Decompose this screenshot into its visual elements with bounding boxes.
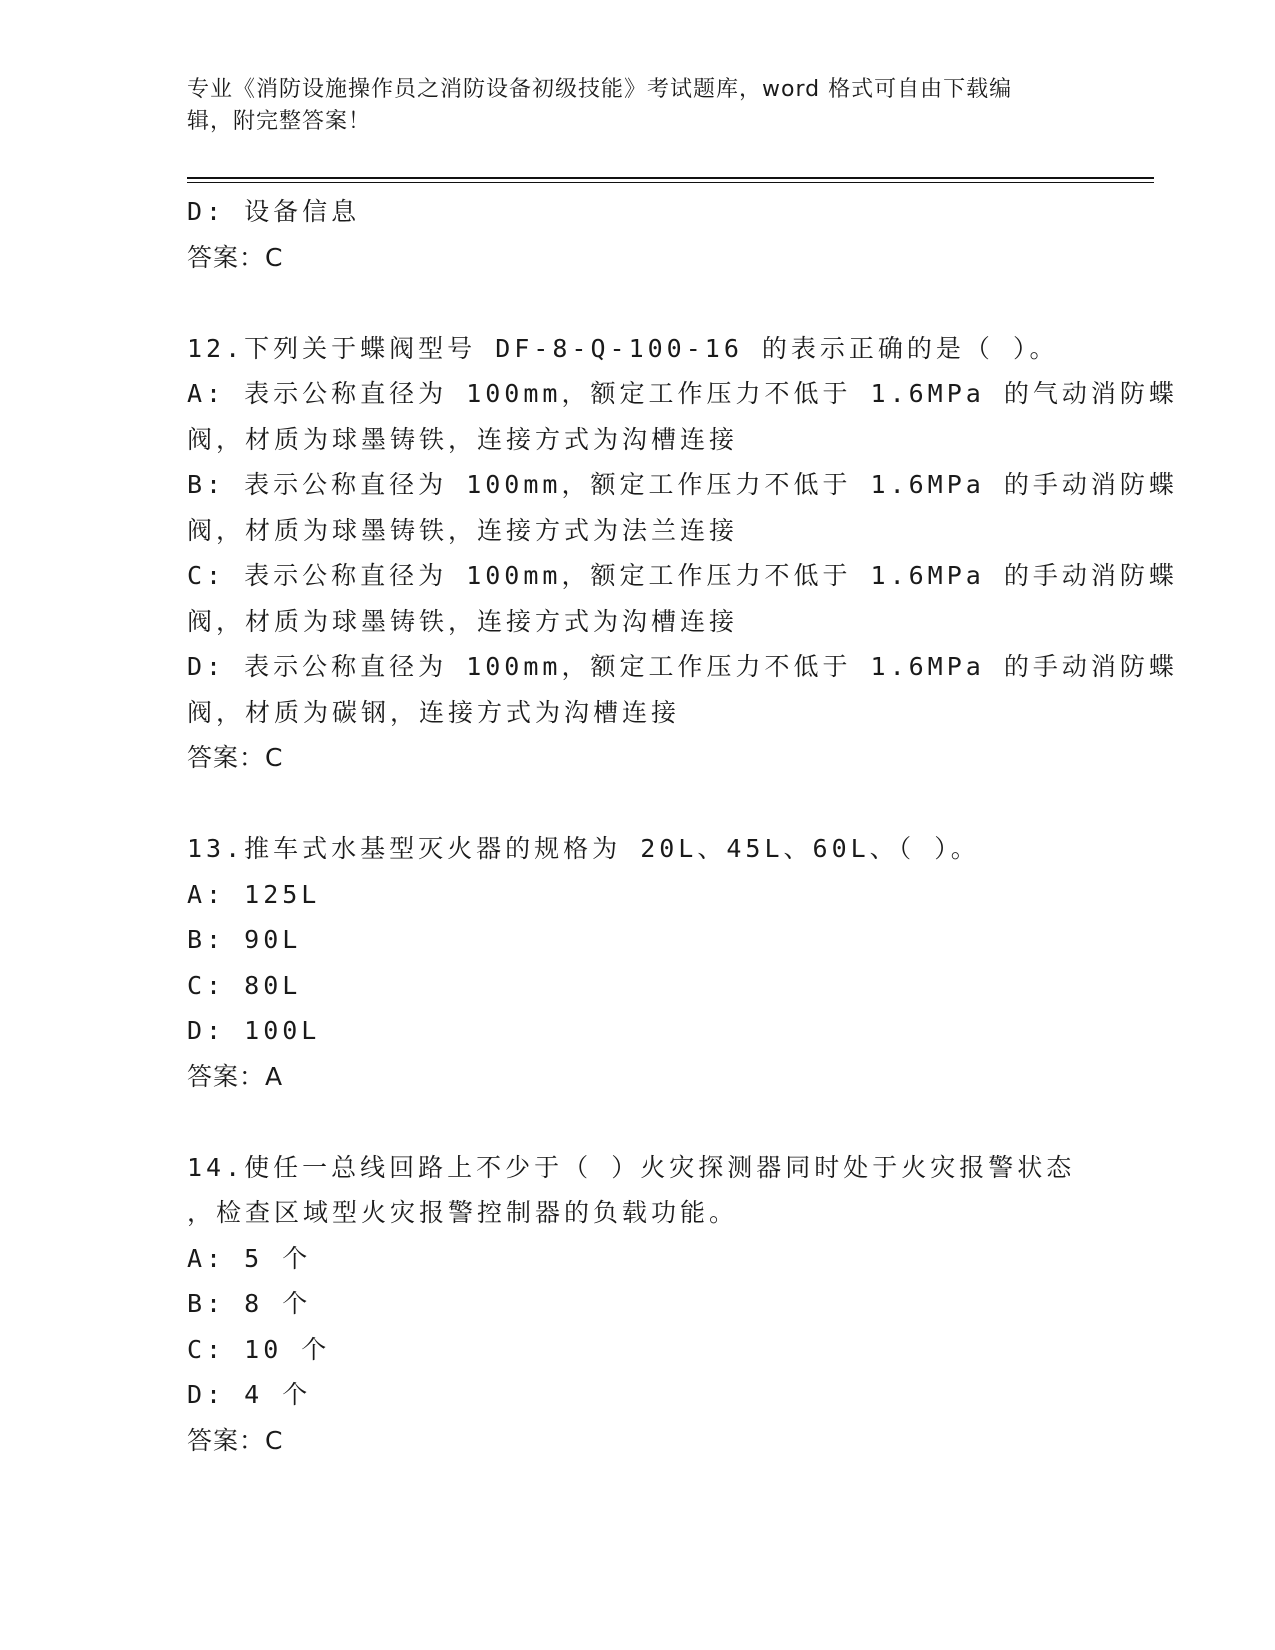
q14-option-d: D: 4 个 bbox=[187, 1380, 312, 1409]
q13-answer: 答案：A bbox=[187, 1061, 284, 1091]
q14-stem-line-2: ，检查区域型火灾报警控制器的负载功能。 bbox=[187, 1198, 739, 1227]
q13-stem: 13.推车式水基型灭火器的规格为 20L、45L、60L、（ ）。 bbox=[187, 834, 980, 863]
q14-answer: 答案：C bbox=[187, 1425, 284, 1455]
q13-option-a: A: 125L bbox=[187, 879, 321, 909]
spacer bbox=[187, 1099, 1087, 1145]
exam-content bbox=[187, 189, 1178, 1463]
q12-option-b-line-1: B: 表示公称直径为 100mm，额定工作压力不低于 1.6MPa 的手动消防蝶 bbox=[187, 470, 1178, 499]
spacer bbox=[187, 280, 1087, 326]
q13-option-d: D: 100L bbox=[187, 1016, 321, 1045]
q13-option-c: C: 80L bbox=[187, 970, 302, 1000]
q12-option-b-line-2: 阀，材质为球墨铸铁，连接方式为法兰连接 bbox=[187, 515, 739, 545]
document-header bbox=[187, 74, 1087, 138]
q12-option-d-line-2: 阀，材质为碳钢，连接方式为沟槽连接 bbox=[187, 697, 681, 727]
prev-option-d: D: 设备信息 bbox=[187, 197, 361, 226]
q12-option-a-line-1: A: 表示公称直径为 100mm，额定工作压力不低于 1.6MPa 的气动消防蝶 bbox=[187, 379, 1178, 408]
q14-option-b: B: 8 个 bbox=[187, 1289, 312, 1318]
q12-option-d-line-1: D: 表示公称直径为 100mm，额定工作压力不低于 1.6MPa 的手动消防蝶 bbox=[187, 652, 1178, 681]
q12-option-c-line-2: 阀，材质为球墨铸铁，连接方式为沟槽连接 bbox=[187, 606, 739, 636]
q13-option-b: B: 90L bbox=[187, 925, 302, 954]
header-line-2: 辑，附完整答案！ bbox=[187, 109, 372, 134]
spacer bbox=[187, 781, 1087, 827]
q14-stem-line-1: 14.使任一总线回路上不少于（ ）火灾探测器同时处于火灾报警状态 bbox=[187, 1152, 1076, 1182]
q12-answer: 答案：C bbox=[187, 743, 284, 772]
q12-option-c-line-1: C: 表示公称直径为 100mm，额定工作压力不低于 1.6MPa 的手动消防蝶 bbox=[187, 561, 1178, 590]
q14-option-a: A: 5 个 bbox=[187, 1243, 312, 1273]
header-line-1: 专业《消防设施操作员之消防设备初级技能》考试题库，word 格式可自由下载编 bbox=[187, 77, 1013, 102]
prev-answer: 答案：C bbox=[187, 242, 284, 272]
header-rule-thin bbox=[187, 182, 1154, 183]
q12-stem: 12.下列关于蝶阀型号 DF-8-Q-100-16 的表示正确的是（ ）。 bbox=[187, 333, 1059, 363]
q14-option-c: C: 10 个 bbox=[187, 1334, 331, 1364]
header-rule-thick bbox=[187, 177, 1154, 179]
q12-option-a-line-2: 阀，材质为球墨铸铁，连接方式为沟槽连接 bbox=[187, 424, 739, 454]
